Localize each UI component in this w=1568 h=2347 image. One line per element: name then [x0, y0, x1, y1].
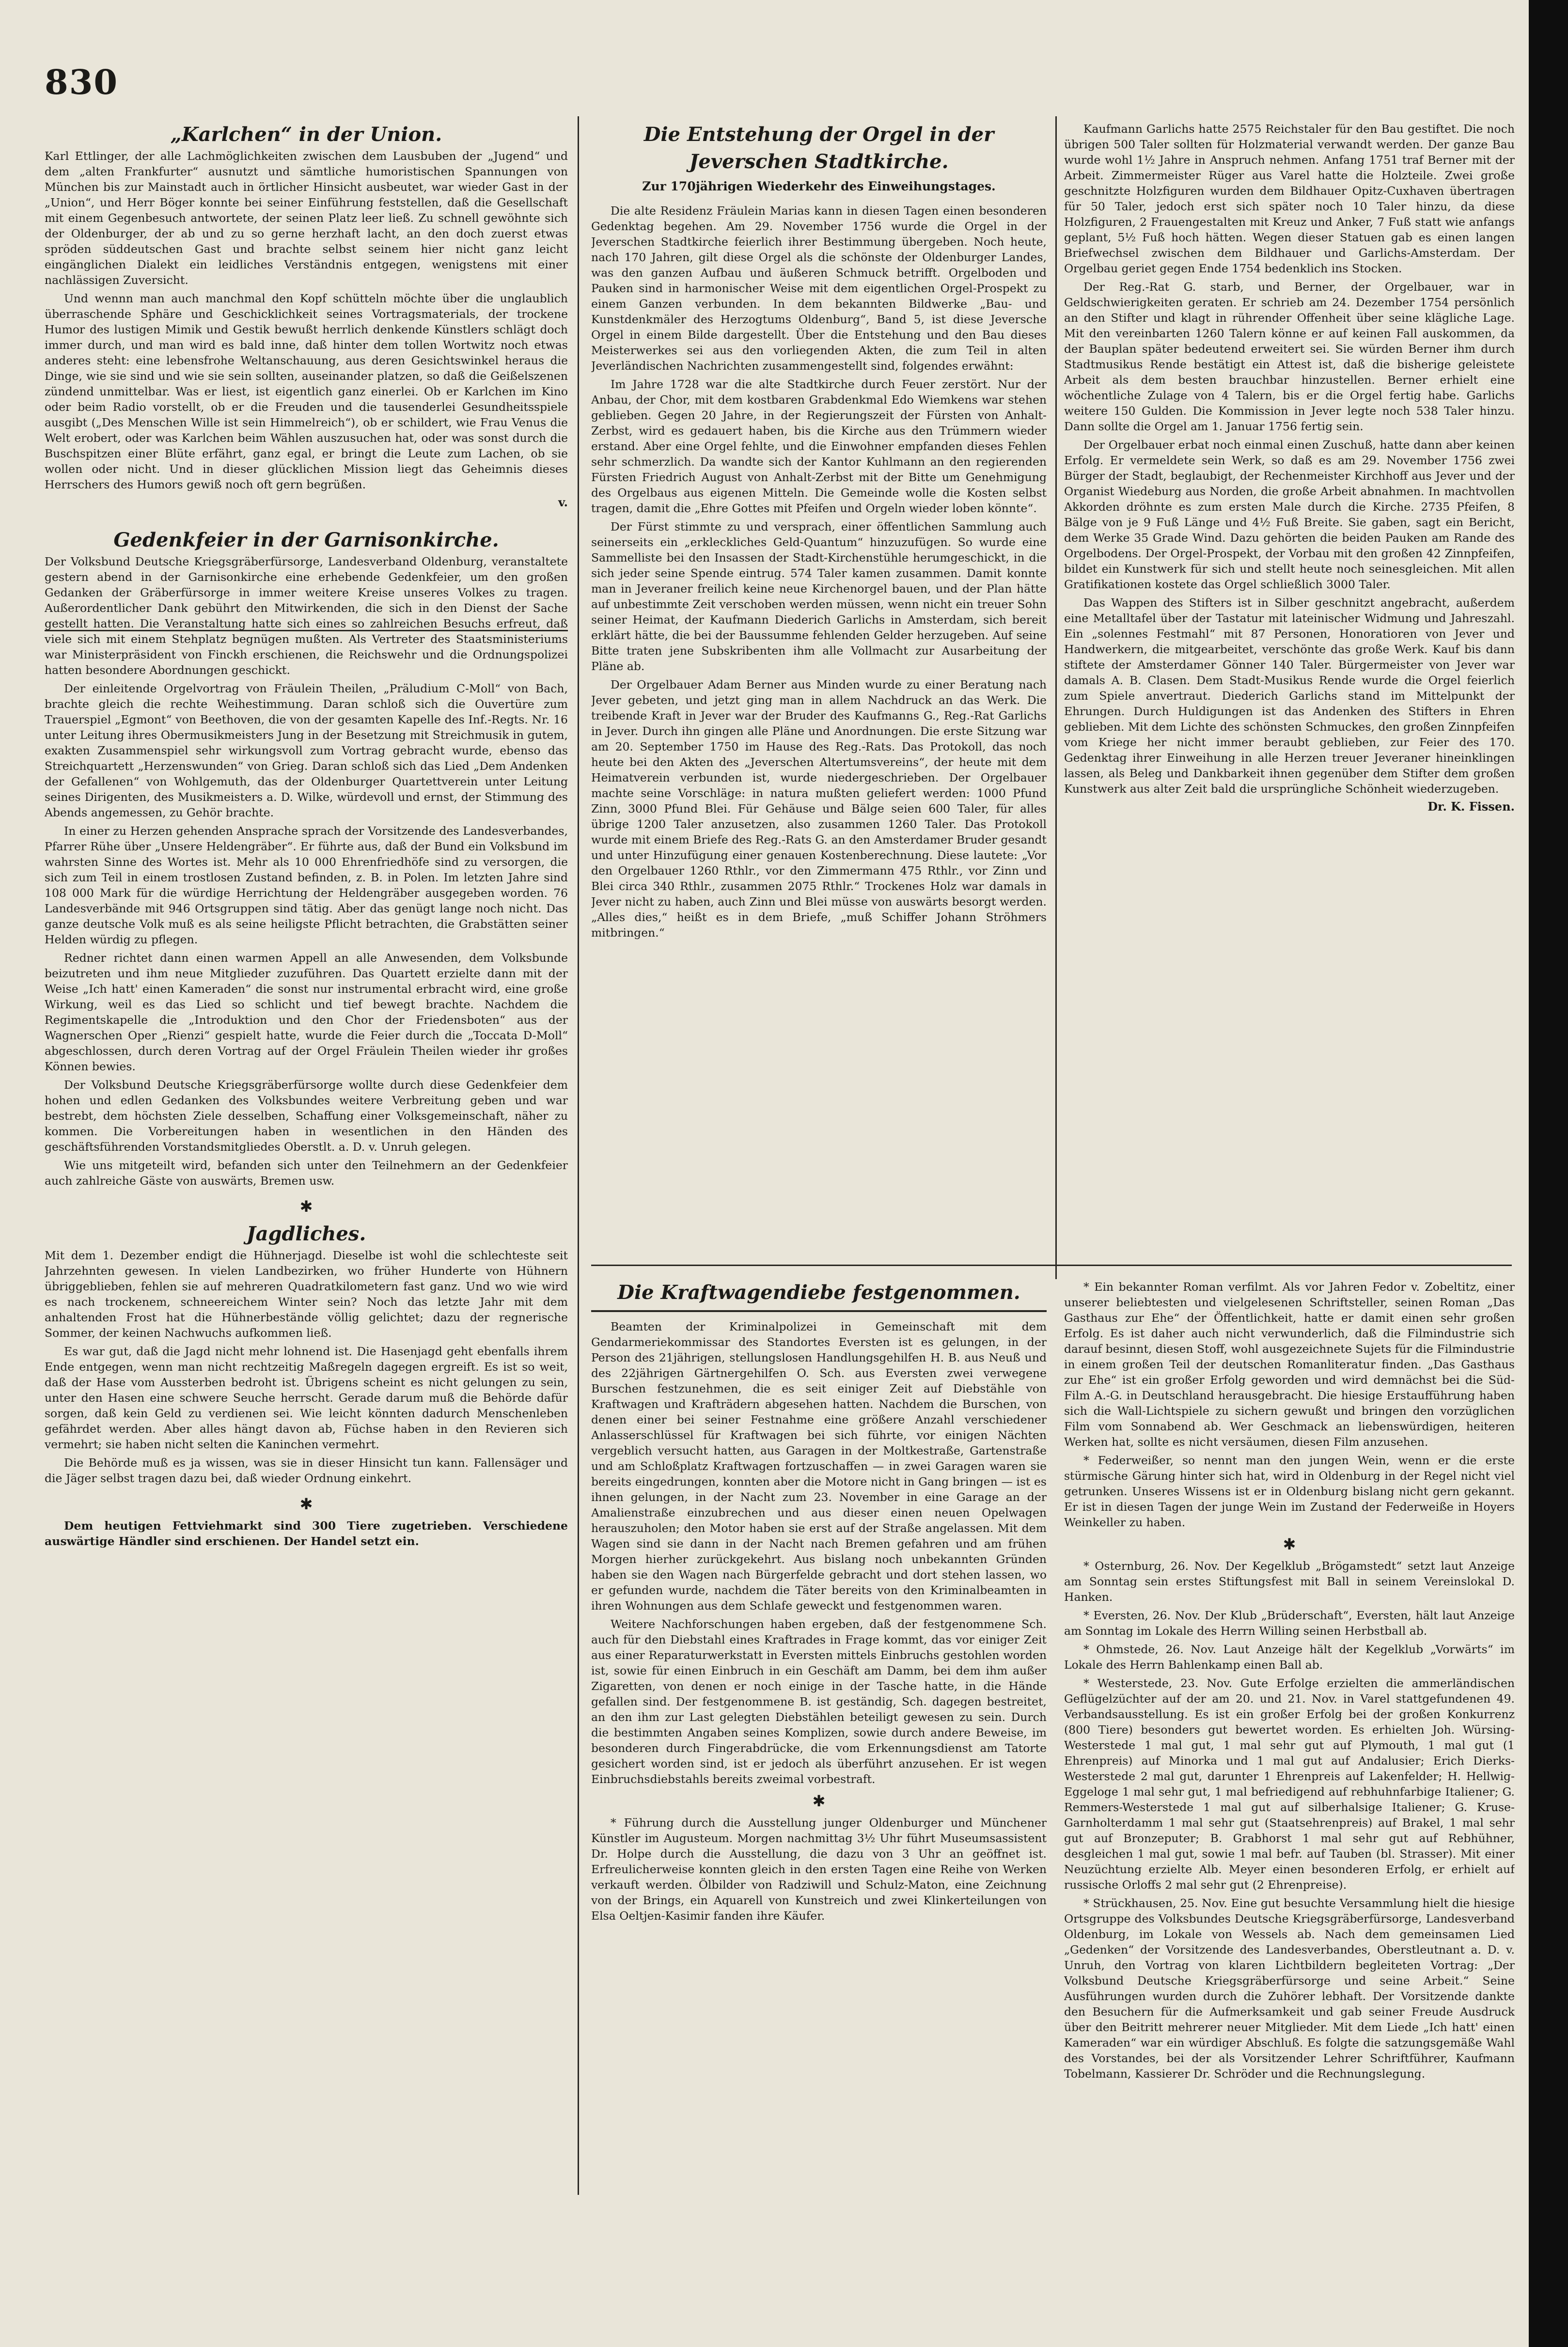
article-paragraph: Mit dem 1. Dezember endigt die Hühnerjagd. Dieselbe ist wohl die schlechteste seit Jahrzehnten gewesen. In vielen Landbezirken, wo früher Hunderte von Hühnern übriggeblieben, fehlen sie auf mehreren Quadratkilometern fast ganz. Und wo wie wird es nach trockenem, schneereichem Winter sein? Noch das letzte Jahr mit dem anhaltenden Frost hat die Hühnerbestände völlig gelichtet; dazu der regnerische Sommer, der keinen Nachwuchs aufkommen ließ.: [45, 1249, 568, 1340]
article-paragraph: Und wennn man auch manchmal den Kopf schütteln möchte über die unglaublich überraschende Sphäre und Geschicklichkeit seines Vortragsmaterials, der trockene Humor des lustigen Mimik und Gestik bewußt herrlich denkende Künstlers schlägt doch immer durch, und man wird es bald inne, daß hinter dem tollen Wortwitz noch etwas anderes steht: eine lebensfrohe Weltanschauung, aus deren Gesichtswinkel heraus die Dinge, wie sie sind und wie sie sein sollten, auseinander platzen, so daß die Geißelszenen zündend unmittelbar. Was er liest, ist eigentlich ganz einerlei. Ob er Karlchen im Kino oder beim Radio vorstellt, ob er die Freuden und die tausenderlei Gesundheitsspiele ausgibt („Des Menschen Wille ist sein Himmelreich“), ob er schildert, wie Frau Venus die Welt erobert, oder was Karlchen beim Wählen auszusuchen hat, oder was sonst durch die Buschspitzen einer Blüte erfährt, ganz egal, er bringt die Leute zum Lachen, ob sie wollen oder nicht. Und in dieser glücklichen Mission liegt das Geheimnis dieses Herrschers des Humors gewiß noch oft gern begrüßen.: [45, 292, 568, 491]
article-paragraph: Die alte Residenz Fräulein Marias kann in diesen Tagen einen besonderen Gedenktag begehen. Am 29. November 1756 wurde die Orgel in der Jeverschen Stadtkirche feierlich ihrer Bestimmung übergeben. Noch heute, nach 170 Jahren, gilt diese Orgel als die schönste der Oldenburger Landes, was den ganzen Aufbau und äußeren Schmuck betrifft. Orgelboden und Pauken sind in harmonischer Weise mit dem eigentlichen Orgel-Prospekt zu einem Ganzen verbunden. In dem bekannten Bildwerke „Bau- und Kunstdenkmäler des Herzogtums Oldenburg“, Band 5, ist diese Jeversche Orgel in einem Bilde dargestellt. Über die Entstehung und den Bau dieses Meisterwerkes sei aus den vorliegenden Akten, die zum Teil in alten Jeverländischen Nachrichten zusammengestellt sind, folgendes erwähnt:: [591, 204, 1047, 373]
article-paragraph: Der Reg.-Rat G. starb, und Berner, der Orgelbauer, war in Geldschwierigkeiten geraten. Er schrieb am 24. Dezember 1754 persönlich an den Stifter und klagt in rührender Offenheit über seine klägliche Lage. Mit den vereinbarten 1260 Talern könne er auf keinen Fall auskommen, da der Bauplan später bedeutend erweitert sei. Sie würden Berner ihm durch Stadtmusikus Rende bestätigt ein Attest ist, daß die bisherige geleistete Arbeit als dem besten brauchbar hinzustellen. Berner erhielt eine wöchentliche Zulage von 4 Talern, bis er die Orgel fertig habe. Garlichs weitere 150 Gulden. Die Kommission in Jever legte noch 538 Taler hinzu. Dann sollte die Orgel am 1. Januar 1756 fertig sein.: [1064, 280, 1515, 433]
rule-after-orgel: [591, 1265, 1512, 1266]
middle-lower-column: [591, 1279, 1047, 2335]
orgel-column-a: [591, 121, 1047, 1255]
column-rule-left: [578, 116, 579, 2195]
section-star: ✱: [299, 1495, 313, 1513]
article-paragraph: Die Behörde muß es ja wissen, was sie in dieser Hinsicht tun kann. Fallensäger und die Jäger selbst tragen dazu bei, daß wieder Ordnung einkehrt.: [45, 1456, 568, 1485]
local-report: * Eversten, 26. Nov. Der Klub „Brüderschaft“, Eversten, hält laut Anzeige am Sonntag im Lokale des Herrn Willing seinen Herbstball ab.: [1064, 1609, 1515, 1638]
article-gedenkfeier: [45, 527, 568, 1189]
article-jagdliches: [45, 1220, 568, 1486]
orgel-column-b: [1064, 121, 1515, 1255]
article-title: „Karlchen“ in der Union.: [170, 123, 442, 146]
article-paragraph: Beamten der Kriminalpolizei in Gemeinschaft mit dem Gendarmeriekommissar des Standortes Eversten ist es gelungen, in der Person des 21jährigen, stellungslosen Handlungsgehilfen H. B. aus Neuß und des 22jährigen Gärtnergehilfen O. Sch. aus Eversten zwei verwegene Burschen festzunehmen, die es seit einiger Zeit auf Diebstähle von Kraftwagen und Krafträdern abgesehen hatten. Nachdem die Burschen, von denen einer bei seiner Festnahme eine größere Anzahl verschiedener Anlasserschlüssel für Kraftwagen bei sich führte, vor einigen Nächten vergeblich versucht hatten, aus Garagen in der Moltkestraße, Gartenstraße und am Schloßplatz Kraftwagen fortzuschaffen — in zwei Garagen waren sie bereits eingedrungen, konnten aber die Motore nicht in Gang bringen — ist es ihnen gelungen, in der Nacht zum 23. November in eine Garage an der Amalienstraße einzubrechen und aus dieser einen neuen Opelwagen herauszuholen; den Motor haben sie erst auf der Straße angelassen. Mit dem Wagen sind sie dann in der Nacht nach Bremen gefahren und am frühen Morgen hierher zurückgekehrt. Aus bislang noch unbekannten Gründen haben sie den Wagen nach Bürgerfelde gebracht und dort stehen lassen, wo er gefunden wurde, nachdem die Täter bereits von den Kriminalbeamten in ihren Wohnungen aus dem Schlafe geweckt und festgenommen waren.: [591, 1320, 1047, 1612]
article-paragraph: Redner richtet dann einen warmen Appell an alle Anwesenden, dem Volksbunde beizutreten und ihm neue Mitglieder zuzuführen. Das Quartett erzielte dann mit der Weise „Ich hatt' einen Kameraden“ die sonst nur instrumental erbracht wird, eine große Wirkung, weil es das Lied so schlicht und tief bewegt brachte. Nachdem die Regimentskapelle die „Introduktion und den Chor der Friedensboten“ aus der Wagnerschen Oper „Rienzi“ gespielt hatte, wurde die Feier durch die „Toccata D-Moll“ abgeschlossen, durch deren Vortrag auf der Orgel Fräulein Theilen wieder ihr großes Können bewies.: [45, 951, 568, 1073]
scan-border: [1529, 0, 1568, 2347]
article-paragraph: Es war gut, daß die Jagd nicht mehr lohnend ist. Die Hasenjagd geht ebenfalls ihrem Ende entgegen, wenn man nicht rechtzeitig Maßregeln dagegen ergreift. Es ist so weit, daß der Hase vom Aussterben bedroht ist. Übrigens scheint es nicht gelungen zu sein, unter den Hasen eine schwere Seuche herrscht. Gerade darum muß die Behörde dafür sorgen, daß kein Geld zu verdienen sei. Wie leicht könnten dadurch Menschenleben gefährdet werden. Aber alles hängt davon ab, Füchse haben in den Revieren sich vermehrt; sie haben nicht selten die Kaninchen vermehrt.: [45, 1345, 568, 1451]
right-lower-column: [1064, 1279, 1515, 2335]
left-column: [45, 121, 568, 2331]
section-star: ✱: [812, 1792, 826, 1810]
article-paragraph: Der Orgelbauer Adam Berner aus Minden wurde zu einer Beratung nach Jever gebeten, und jetzt ging man in allem Nachdruck an das Werk. Die treibende Kraft in Jever war der Bruder des Kaufmanns G., Reg.-Rat Garlichs in Jever. Durch ihn gingen alle Pläne und Anordnungen. Die erste Sitzung war am 20. September 1750 im Hause des Reg.-Rats. Das Protokoll, das noch heute bei den Akten des „Jeverschen Altertumsvereins“, der heute mit dem Heimatverein verbunden ist, wurde niedergeschrieben. Der Orgelbauer machte seine Vorschläge: in natura mußten geliefert werden: 1000 Pfund Zinn, 3000 Pfund Blei. Für Gehäuse und Bälge seien 600 Taler, für alles übrige 1200 Taler anzusetzen, also zusammen 1260 Taler. Das Protokoll wurde mit einem Briefe des Reg.-Rats G. an den Amsterdamer Bruder gesandt und unter Hinzufügung einer genauen Kostenberechnung. Diese lautete: „Vor den Orgelbauer 1260 Rthlr., vor den Zimmermann 475 Rthlr., vor Zinn und Blei circa 340 Rthlr., zusammen 2075 Rthlr.“ Trockenes Holz war damals in Jever nicht zu haben, auch Zinn und Blei müsse von auswärts besorgt werden. „Alles dies,“ heißt es in dem Briefe, „muß Schiffer Johann Ströhmers mitbringen.“: [591, 678, 1047, 939]
article-subtitle: Zur 170jährigen Wiederkehr des Einweihungstages.: [642, 179, 996, 193]
section-star: ✱: [299, 1197, 313, 1216]
title-rule: [591, 1310, 1047, 1312]
article-paragraph: Das Wappen des Stifters ist in Silber geschnitzt angebracht, außerdem eine Metalltafel über der Tastatur mit lateinischer Widmung und Jahreszahl. Ein „solennes Festmahl“ mit 87 Personen, Honoratioren von Jever und Handwerkern, die mitgearbeitet, verschönte das große Werk. Kauf bis dann stiftete der Amsterdamer Gönner 140 Taler. Bürgermeister von Jever war damals A. B. Clasen. Dem Stadt-Musikus Rende wurde die Orgel feierlich zum Spiele anvertraut. Diederich Garlichs stand im Mittelpunkt der Ehrungen. Durch Huldigungen ist das Andenken des Stifters in Ehren geblieben. Mit dem Lichte des schönsten Schmuckes, den großen Zinnpfeifen vom Kriege her nicht immer beraubt geblieben, zur Feier des 170. Gedenktag ihrer Einweihung in alle Herzen treuer Jeveraner hineinklingen lassen, als Beleg und Dankbarkeit ihnen gegenüber dem Stifter dem großen Kunstwerk aus alter Zeit bald die ursprüngliche Schönheit wiederzugeben.: [1064, 596, 1515, 796]
article-signoff: Dr. K. Fissen.: [1427, 799, 1515, 814]
local-item: * Federweißer, so nennt man den jungen Wein, wenn er die erste stürmische Gärung hinter sich hat, wird in Oldenburg in der Regel nicht viel getrunken. Unseres Wissens ist er in Oldenburg bislang nicht gern gekannt. Er ist in diesen Tagen der junge Wein im Zustand der Federweiße in Hoyers Weinkeller zu haben.: [1064, 1454, 1515, 1529]
article-signoff: v.: [558, 495, 568, 509]
page-number: 830: [45, 62, 119, 102]
article-title: Die Entstehung der Orgel in der Jeverschen Stadtkirche.: [643, 123, 994, 173]
article-paragraph: In einer zu Herzen gehenden Ansprache sprach der Vorsitzende des Landesverbandes, Pfarrer Rühe über „Unsere Heldengräber“. Er führte aus, daß der Bund ein Volksbund im wahrsten Sinne des Wortes ist. Mehr als 10 000 Ehrenfriedhöfe sind zu versorgen, die sich zum Teil in einem trostlosen Zustand befinden, z. B. in Polen. Im letzten Jahre sind 108 000 Mark für die würdige Herrichtung der Heldengräber ausgegeben worden. 76 Landesverbände mit 946 Ortsgruppen sind tätig. Aber das genügt lange noch nicht. Das ganze deutsche Volk muß es als seine heiligste Pflicht betrachten, die Grabstätten seiner Helden würdig zu pflegen.: [45, 824, 568, 946]
fettviehmarkt-note: Dem heutigen Fettviehmarkt sind 300 Tiere zugetrieben. Verschiedene auswärtige Händler sind erschienen. Der Handel setzt ein.: [45, 1519, 568, 1548]
article-title: Gedenkfeier in der Garnisonkirche.: [113, 529, 499, 551]
article-paragraph: Der Volksbund Deutsche Kriegsgräberfürsorge, Landesverband Oldenburg, veranstaltete gestern abend in der Garnisonkirche eine erhebende Gedenkfeier, um den großen Gedanken der Gräberfürsorge in immer weitere Kreise unseres Volkes zu tragen. Außerordentlicher Dank gebührt den Mitwirkenden, die sich in den Dienst der Sache gestellt hatten. Die Veranstaltung hatte sich eines so zahlreichen Besuchs erfreut, daß viele sich mit einem Stehplatz begnügen mußten. Als Vertreter des Staatsministeriums war Ministerpräsident von Finckh erschienen, die Reichswehr und die Ordnungspolizei hatten besondere Abordnungen geschickt.: [45, 555, 568, 677]
article-title: Jagdliches.: [246, 1222, 366, 1245]
article-paragraph: Der Fürst stimmte zu und versprach, einer öffentlichen Sammlung auch seinerseits ein „erkleckliches Geld-Quantum“ hinzuzufügen. So wurde eine Sammelliste bei den Insassen der Stadt-Kirchenstühle herumgeschickt, in die sich jeder seine Spende eintrug. 574 Taler kamen zusammen. Damit konnte man in Jeveraner freilich keine neue Kirchenorgel bauen, und der Plan hätte auf unbestimmte Zeit verschoben werden müssen, wenn nicht ein treuer Sohn seiner Heimat, der Kaufmann Diederich Garlichs in Amsterdam, sich bereit erklärt hätte, die bei der Baussumme fehlenden Gelder herzugeben. Auf seine Bitte traten jene Subskribenten ihm alle Vollmacht zur Ausarbeitung der Pläne ab.: [591, 520, 1047, 673]
article-paragraph: Der Orgelbauer erbat noch einmal einen Zuschuß, hatte dann aber keinen Erfolg. Er vermeldete sein Werk, so daß es am 29. November 1756 zwei Bürger der Stadt, beglaubigt, der Rechenmeister Kirchhoff aus Jever und der Organist Wiedeburg aus Norden, die große Arbeit abnahmen. In machtvollen Akkorden dröhnte es zum ersten Male durch die Kirche. 2735 Pfeifen, 8 Bälge von je 9 Fuß Länge und 4½ Fuß Breite. Sie gaben, sagt ein Bericht, dem Werke 35 Grade Wind. Dazu gehörten die beiden Pauken am Rande des Orgelbodens. Der Orgel-Prospekt, der Vorbau mit den großen 42 Zinnpfeifen, bildet ein Kunstwerk für sich und stellt heute noch seinesgleichen. Mit allen Gratifikationen kostete das Orgel schließlich 3000 Taler.: [1064, 438, 1515, 591]
local-report: * Osternburg, 26. Nov. Der Kegelklub „Brögamstedt“ setzt laut Anzeige am Sonntag sein erstes Stiftungsfest mit Ball in seinem Vereinslokal D. Hanken.: [1064, 1559, 1515, 1604]
local-report: * Ohmstede, 26. Nov. Laut Anzeige hält der Kegelklub „Vorwärts“ im Lokale des Herrn Bahlenkamp einen Ball ab.: [1064, 1643, 1515, 1672]
column-rule-right: [1055, 116, 1057, 1279]
article-karlchen: [45, 121, 568, 509]
local-report: * Strückhausen, 25. Nov. Eine gut besuchte Versammlung hielt die hiesige Ortsgruppe des Volksbundes Deutsche Kriegsgräberfürsorge, Landesverband Oldenburg, im Lokale von Wessels ab. Nach dem gemeinsamen Lied „Gedenken“ der Vorsitzende des Landesverbandes, Oberstleutnant a. D. v. Unruh, den Vortrag von klaren Lichtbildern begleiteten Vortrag: „Der Volksbund Deutsche Kriegsgräberfürsorge und seine Arbeit.“ Seine Ausführungen wurden durch die Zuhörer lebhaft. Der Vorsitzende dankte den Besuchern für die Aufmerksamkeit und gab seiner Freude Ausdruck über den Beitritt mehrerer neuer Mitglieder. Mit dem Liede „Ich hatt' einen Kameraden“ war ein würdiger Abschluß. Es folgte die satzungsgemäße Wahl des Vorstandes, bei der als Vorsitzender Lehrer Schriftführer, Kaufmann Tobelmann, Kassierer Dr. Schröder und die Rechnungslegung.: [1064, 1896, 1515, 2081]
article-paragraph: Der einleitende Orgelvortrag von Fräulein Theilen, „Präludium C-Moll“ von Bach, brachte gleich die rechte Weihestimmung. Daran schloß sich die Ouvertüre zum Trauerspiel „Egmont“ von Beethoven, die von der gesamten Kapelle des Inf.-Regts. Nr. 16 unter Leitung ihres Obermusikmeisters Jung in der Besetzung mit Streichmusik in gutem, exakten Zusammenspiel sehr wirkungsvoll zum Vortrag gebracht wurde, ebenso das Streichquartett „Herzenswunden“ von Grieg. Daran schloß sich das Lied „Dem Andenken der Gefallenen“ von Wohlgemuth, das der Oldenburger Quartettverein unter Leitung seines Dirigenten, des Musikmeisters a. D. Wilke, würdevoll und ernst, der Stimmung des Abends angemessen, zu Gehör brachte.: [45, 682, 568, 819]
article-title: Die Kraftwagendiebe festgenommen.: [617, 1281, 1020, 1304]
museum-note: * Führung durch die Ausstellung junger Oldenburger und Münchener Künstler im Augusteum. Morgen nachmittag 3½ Uhr führt Museumsassistent Dr. Holpe durch die Ausstellung, die dazu von 3 Uhr an geöffnet ist. Erfreulicherweise konnten gleich in den ersten Tagen eine Reihe von Werken verkauft werden. Ölbilder von Radziwill und Schulz-Maton, eine Zeichnung von der Brings, ein Aquarell von Kunstreich und zwei Klinkerteilungen von Elsa Oeltjen-Kasimir fanden ihre Käufer.: [591, 1816, 1047, 1923]
article-paragraph: Weitere Nachforschungen haben ergeben, daß der festgenommene Sch. auch für den Diebstahl eines Kraftrades in Frage kommt, das vor einiger Zeit aus einer Reparaturwerkstatt in Eversten mittels Einbruchs gestohlen worden ist, sowie für einen Einbruch in ein Geschäft am Damm, bei dem ihm außer Zigaretten, von denen er noch einige in der Tasche hatte, in die Hände gefallen sind. Der festgenommene B. ist geständig, Sch. dagegen bestreitet, an den ihm zur Last gelegten Diebstählen beteiligt gewesen zu sein. Durch die bestimmten Angaben seines Komplizen, sowie durch andere Beweise, im besonderen durch Fingerabdrücke, die vom Erkennungsdienst am Tatorte gesichert worden sind, ist er jedoch als überführt anzusehen. Er ist wegen Einbruchsdiebstahls bereits zweimal vorbestraft.: [591, 1617, 1047, 1786]
article-paragraph: Der Volksbund Deutsche Kriegsgräberfürsorge wollte durch diese Gedenkfeier dem hohen und edlen Gedanken des Volksbundes weitere Verbreitung geben und war bestrebt, dem höchsten Ziele desselben, Schaffung einer Volksgemeinschaft, näher zu kommen. Die Vorbereitungen haben in wesentlichen in den Händen des geschäftsführenden Vorstandsmitgliedes Oberstlt. a. D. v. Unruh gelegen.: [45, 1078, 568, 1154]
section-star: ✱: [1283, 1535, 1296, 1553]
article-paragraph: Im Jahre 1728 war die alte Stadtkirche durch Feuer zerstört. Nur der Anbau, der Chor, mit dem kostbaren Grabdenkmal Edo Wiemkens war stehen geblieben. Gegen 20 Jahre, in der Regierungszeit der Fürsten von Anhalt-Zerbst, wird es gedauert haben, bis die Kirche aus den Trümmern wieder erstand. Aber eine Orgel fehlte, und die Einwohner empfanden dieses Fehlen sehr schmerzlich. Da wandte sich der Kantor Kuhlmann an den regierenden Fürsten Friedrich August von Anhalt-Zerbst mit der Bitte um Genehmigung des Orgelbaus aus eigenen Mitteln. Die Gemeinde wolle die Kosten selbst tragen, damit die „Ehre Gottes mit Pfeifen und Orgeln wieder loben könnte“.: [591, 377, 1047, 515]
local-report: * Westerstede, 23. Nov. Gute Erfolge erzielten die ammerländischen Geflügelzüchter auf der am 20. und 21. Nov. in Varel stattgefundenen 49. Verbandsausstellung. Es ist ein großer Erfolg bei der großen Konkurrenz (800 Tiere) besonders gut bewertet worden. Es erhielten Joh. Würsing-Westerstede 1 mal gut, 1 mal sehr gut auf Plymouth, 1 mal gut (1 Ehrenpreis) auf Minorka und 1 mal gut auf Andalusier; Erich Dierks-Westerstede 2 mal gut, darunter 1 Ehrenpreis auf Lakenfelder; H. Hellwig-Eggeloge 1 mal sehr gut, 1 mal befriedigend auf rebhuhnfarbige Italiener; G. Remmers-Westerstede 1 mal gut auf silberhalsige Italiener; G. Kruse-Garnholterdamm 1 mal sehr gut (Staatsehrenpreis) auf Brakel, 1 mal sehr gut auf Bronzeputer; B. Grabhorst 1 mal sehr gut auf Rebhühner, desgleichen 1 mal gut, sowie 1 mal befr. auf Tauben (bl. Strasser). Mit einer Neuzüchtung erzielte Alb. Meyer einen besonderen Erfolg, er erhielt auf russische Orloffs 2 mal sehr gut (2 Ehrenpreise).: [1064, 1676, 1515, 1892]
article-paragraph: Wie uns mitgeteilt wird, befanden sich unter den Teilnehmern an der Gedenkfeier auch zahlreiche Gäste von auswärts, Bremen usw.: [45, 1158, 568, 1188]
local-item: * Ein bekannter Roman verfilmt. Als vor Jahren Fedor v. Zobeltitz, einer unserer beliebtesten und vielgelesenen Schriftsteller, seinen Roman „Das Gasthaus zur Ehe“ der Öffentlichkeit, hatte er damit einen sehr großen Erfolg. Es ist daher auch nicht verwunderlich, daß die Filmindustrie sich darauf besinnt, diesen Stoff, wohl ausgezeichnete Sujets für die Filmindustrie in einem großen Teil der deutschen Romanliteratur finden. „Das Gasthaus zur Ehe“ ist ein großer Erfolg geworden und wird demnächst bei die Süd-Film A.-G. in Deutschland herausgebracht. Die hiesige Erstaufführung haben sich die Wall-Lichtspiele zu sichern gewußt und bringen den vorzüglichen Film vom Sonnabend ab. Wer Geschmack an liebenswürdigen, heiteren Werken hat, sollte es nicht versäumen, diesen Film anzusehen.: [1064, 1280, 1515, 1449]
article-paragraph: Karl Ettlinger, der alle Lachmöglichkeiten zwischen dem Lausbuben der „Jugend“ und dem „alten Frankfurter“ ausnutzt und sämtliche humoristischen Spannungen von München bis zur Mainstadt auch in örtlicher Hinsicht ausbeutet, war wieder Gast in der „Union“, und Herr Böger konnte bei seiner Einführung feststellen, daß die Gesellschaft mit einem Gegenbesuch antwortete, der seinen Platz leer ließ. Zu schnell gewöhnte sich der Oldenburger, der ab und zu so gerne herzhaft lacht, an den doch zuerst etwas spröden süddeutschen Gast und brachte selbst seinem hier nicht ganz leicht eingänglichen Dialekt ein leidliches Verständnis entgegen, wenigstens mit einer nachlässigen Zuversicht.: [45, 149, 568, 287]
article-paragraph: Kaufmann Garlichs hatte 2575 Reichstaler für den Bau gestiftet. Die noch übrigen 500 Taler sollten für Holzmaterial verwandt werden. Der ganze Bau wurde wohl 1½ Jahre in Anspruch nehmen. Anfang 1751 traf Berner mit der Arbeit. Zimmermeister Rüger aus Varel hatte die Holzteile. Zwei große geschnitzte Holzfiguren wurden dem Bildhauer Opitz-Cuxhaven übertragen für 50 Taler, jedoch erst sich später noch 10 Taler hinzu, da diese Holzfiguren, 2 Frauengestalten mit Kreuz und Anker, 7 Fuß statt wie anfangs geplant, 5½ Fuß hoch hätten. Wegen dieser Statuen gab es einen langen Briefwechsel zwischen dem Bildhauer und Garlichs-Amsterdam. Der Orgelbau geriet gegen Ende 1754 bedenklich ins Stocken.: [1064, 122, 1515, 275]
